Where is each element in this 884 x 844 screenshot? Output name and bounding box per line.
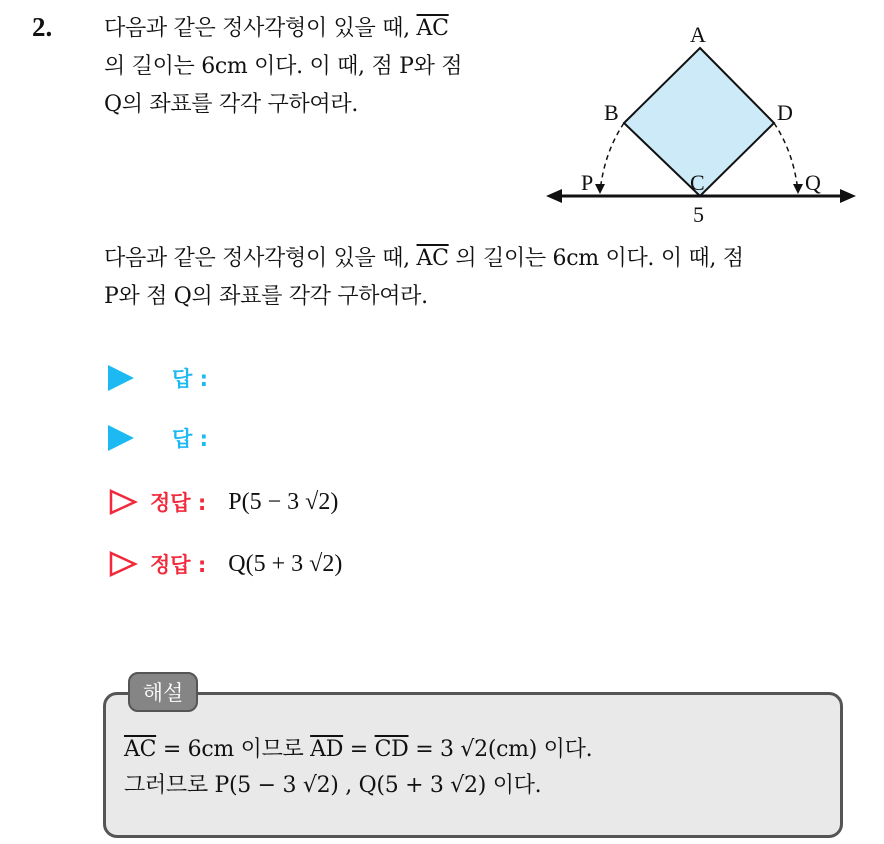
correct-answer-row bbox=[108, 544, 342, 584]
label-d: D bbox=[777, 100, 793, 125]
restated-line-1: 다음과 같은 정사각형이 있을 때, $\overline{AC}$ 의 길이는 6cm 이다. 이 때, 점 bbox=[104, 246, 744, 271]
question-restated bbox=[104, 240, 874, 316]
arc-p-arrowhead bbox=[595, 184, 605, 194]
solution-tag: 해설 bbox=[128, 672, 198, 712]
arc-d-to-q bbox=[774, 123, 798, 192]
arc-b-to-p bbox=[600, 123, 624, 192]
question-line-3: Q의 좌표를 각각 구하여라. bbox=[104, 92, 359, 117]
question-line-1: 다음과 같은 정사각형이 있을 때, $\overline{AC}$ bbox=[104, 16, 449, 41]
label-five: 5 bbox=[693, 202, 704, 227]
label-p: P bbox=[581, 170, 594, 195]
solution-line-1: $\overline{AC} = 6cm$ 이므로 $\overline{AD} = \overline{CD} = 3$ √2(cm) 이다. bbox=[124, 737, 593, 762]
label-c: C bbox=[690, 170, 705, 195]
question-number: 2. bbox=[32, 12, 53, 42]
correct-answer-label: 정답 : bbox=[150, 553, 207, 577]
arc-q-arrowhead bbox=[793, 184, 803, 194]
outline-triangle-icon bbox=[108, 488, 138, 516]
outline-triangle-icon bbox=[108, 550, 138, 578]
restated-line-2: P와 점 Q의 좌표를 각각 구하여라. bbox=[104, 284, 428, 309]
correct-answer-row bbox=[108, 482, 338, 522]
play-triangle-icon bbox=[108, 365, 134, 391]
square-diagram bbox=[538, 8, 868, 238]
correct-answer-value: Q(5 + 3 √2) bbox=[228, 550, 343, 577]
label-q: Q bbox=[805, 170, 821, 195]
solution-box bbox=[103, 692, 843, 838]
segment-ac: $\overline{AC}$ bbox=[416, 16, 449, 41]
solution-line-2: 그러므로 P(5 − 3 √2) , Q(5 + 3 √2) 이다. bbox=[124, 773, 542, 798]
answer-blank-row bbox=[108, 418, 208, 458]
question-line-2: 의 길이는 6cm 이다. 이 때, 점 P와 점 bbox=[104, 54, 463, 79]
answer-label: 답 : bbox=[172, 427, 208, 451]
number-line-right-arrow bbox=[840, 189, 856, 203]
label-b: B bbox=[604, 100, 619, 125]
question-text bbox=[104, 10, 524, 124]
correct-answer-label: 정답 : bbox=[150, 491, 207, 515]
segment-ac: $\overline{AC}$ bbox=[416, 246, 449, 271]
answer-label: 답 : bbox=[172, 367, 208, 391]
correct-answer-value: P(5 − 3 √2) bbox=[228, 488, 339, 515]
number-line-left-arrow bbox=[546, 189, 562, 203]
label-a: A bbox=[690, 22, 706, 47]
play-triangle-icon bbox=[108, 425, 134, 451]
answer-blank-row bbox=[108, 358, 208, 398]
